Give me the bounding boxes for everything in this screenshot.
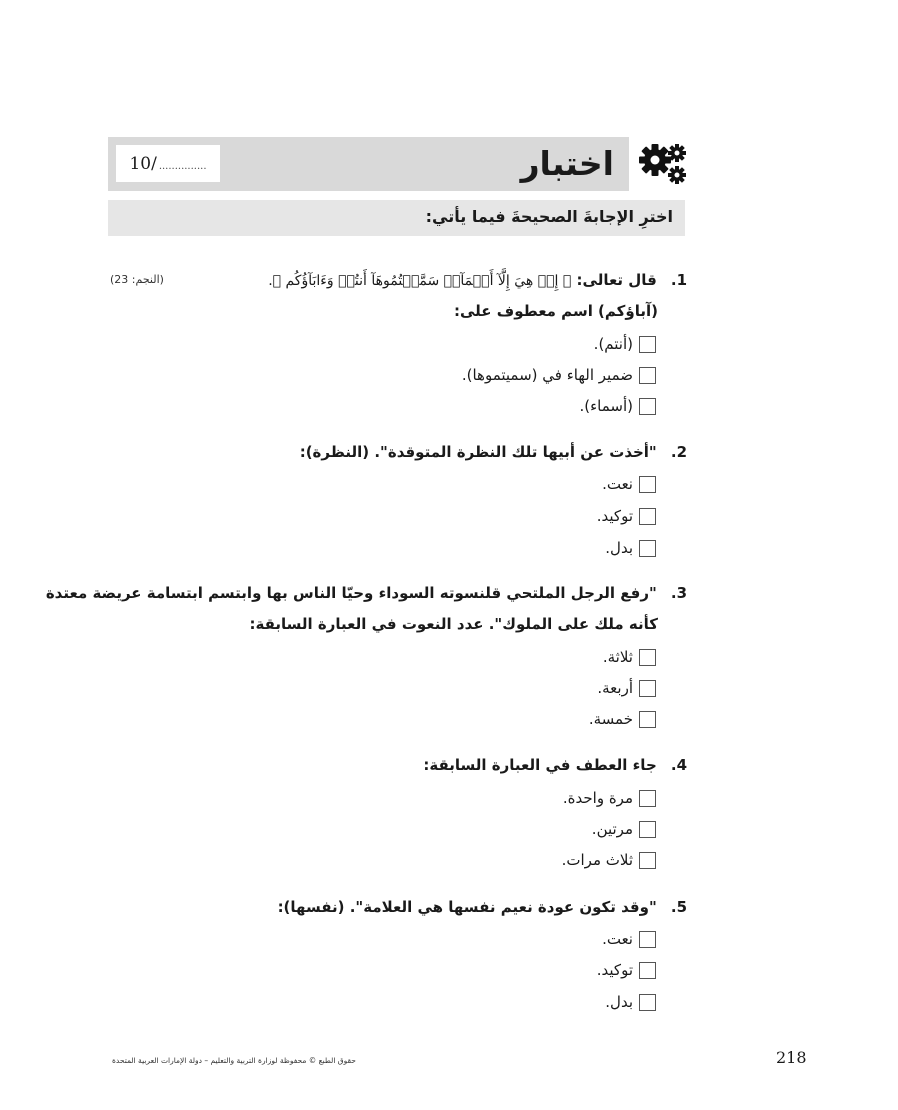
option-label: خمسة. <box>588 710 633 728</box>
score-value: 10/ <box>129 153 157 174</box>
checkbox[interactable] <box>639 398 656 415</box>
option[interactable] <box>562 848 656 872</box>
option-label: بدل. <box>605 539 633 557</box>
page-title: اختبار <box>520 144 614 183</box>
option-label: ضمير الهاء في (سميتموها). <box>461 366 633 384</box>
question-subtext: كأنه ملك على الملوك". عدد النعوت في العبارة السابقة: <box>249 615 658 633</box>
quran-verse: ﴿ إِنۡ هِيَ إِلَّآ أَسۡمَآءٞ سَمَّيۡتُمُوهَآ أَنتُمۡ وَءَابَآؤُكُم ﴾. <box>268 273 572 289</box>
option[interactable] <box>602 472 656 496</box>
copyright-note: حقوق الطبع © محفوظة لوزارة التربية والتعليم – دولة الإمارات العربية المتحدة <box>112 1056 356 1065</box>
checkbox[interactable] <box>639 680 656 697</box>
checkbox[interactable] <box>639 852 656 869</box>
option[interactable] <box>597 676 656 700</box>
question-number: 2. <box>670 443 687 461</box>
question-1 <box>268 268 687 293</box>
option[interactable] <box>602 927 656 951</box>
score-box[interactable] <box>116 145 220 182</box>
option-label: مرتين. <box>591 820 633 838</box>
option[interactable] <box>597 504 656 528</box>
checkbox[interactable] <box>639 649 656 666</box>
question-3 <box>46 581 687 605</box>
question-4 <box>423 753 687 777</box>
option[interactable] <box>579 394 656 418</box>
option-label: ثلاث مرات. <box>561 851 633 869</box>
verse-reference: (النجم: 23) <box>110 273 164 286</box>
option[interactable] <box>563 786 656 810</box>
question-2 <box>300 440 687 464</box>
option-label: توكيد. <box>596 961 633 979</box>
option[interactable] <box>589 707 656 731</box>
option-label: بدل. <box>605 993 633 1011</box>
question-text: قال تعالى: <box>576 271 657 289</box>
checkbox[interactable] <box>639 476 656 493</box>
option-label: نعت. <box>602 475 633 493</box>
question-number: 1. <box>670 271 687 289</box>
question-text: "أخذت عن أبيها تلك النظرة المتوقدة". (النظرة): <box>299 443 657 461</box>
option-label: نعت. <box>602 930 633 948</box>
checkbox[interactable] <box>639 508 656 525</box>
option-label: (أسماء). <box>579 397 633 415</box>
question-subtext: (آباؤكم) اسم معطوف على: <box>454 302 658 320</box>
question-5 <box>278 895 687 919</box>
option[interactable] <box>605 990 656 1014</box>
question-number: 5. <box>670 898 687 916</box>
checkbox[interactable] <box>639 711 656 728</box>
option-label: توكيد. <box>596 507 633 525</box>
score-blank: ............... <box>158 161 207 172</box>
question-text: "رفع الرجل الملتحي قلنسوته السوداء وحيّا الناس بها وابتسم ابتسامة عريضة معتدة <box>45 584 657 602</box>
question-number: 4. <box>670 756 687 774</box>
question-text: "وقد تكون عودة نعيم نفسها هي العلامة". (نفسها): <box>277 898 657 916</box>
gears-icon <box>638 141 688 187</box>
question-text: جاء العطف في العبارة السابقة: <box>423 756 657 774</box>
option-label: أربعة. <box>597 679 633 697</box>
option-label: ثلاثة. <box>602 648 633 666</box>
page-number: 218 <box>776 1048 807 1067</box>
checkbox[interactable] <box>639 790 656 807</box>
checkbox[interactable] <box>639 821 656 838</box>
checkbox[interactable] <box>639 962 656 979</box>
option[interactable] <box>594 332 656 356</box>
option[interactable] <box>603 645 656 669</box>
instruction: اخترِ الإجابةَ الصحيحةَ فيما يأتي: <box>425 207 673 226</box>
checkbox[interactable] <box>639 367 656 384</box>
question-number: 3. <box>670 584 687 602</box>
option[interactable] <box>605 536 656 560</box>
checkbox[interactable] <box>639 336 656 353</box>
option[interactable] <box>597 958 656 982</box>
option[interactable] <box>462 363 656 387</box>
option[interactable] <box>592 817 656 841</box>
option-label: (أنتم). <box>593 335 633 353</box>
option-label: مرة واحدة. <box>562 789 633 807</box>
checkbox[interactable] <box>639 994 656 1011</box>
checkbox[interactable] <box>639 931 656 948</box>
checkbox[interactable] <box>639 540 656 557</box>
